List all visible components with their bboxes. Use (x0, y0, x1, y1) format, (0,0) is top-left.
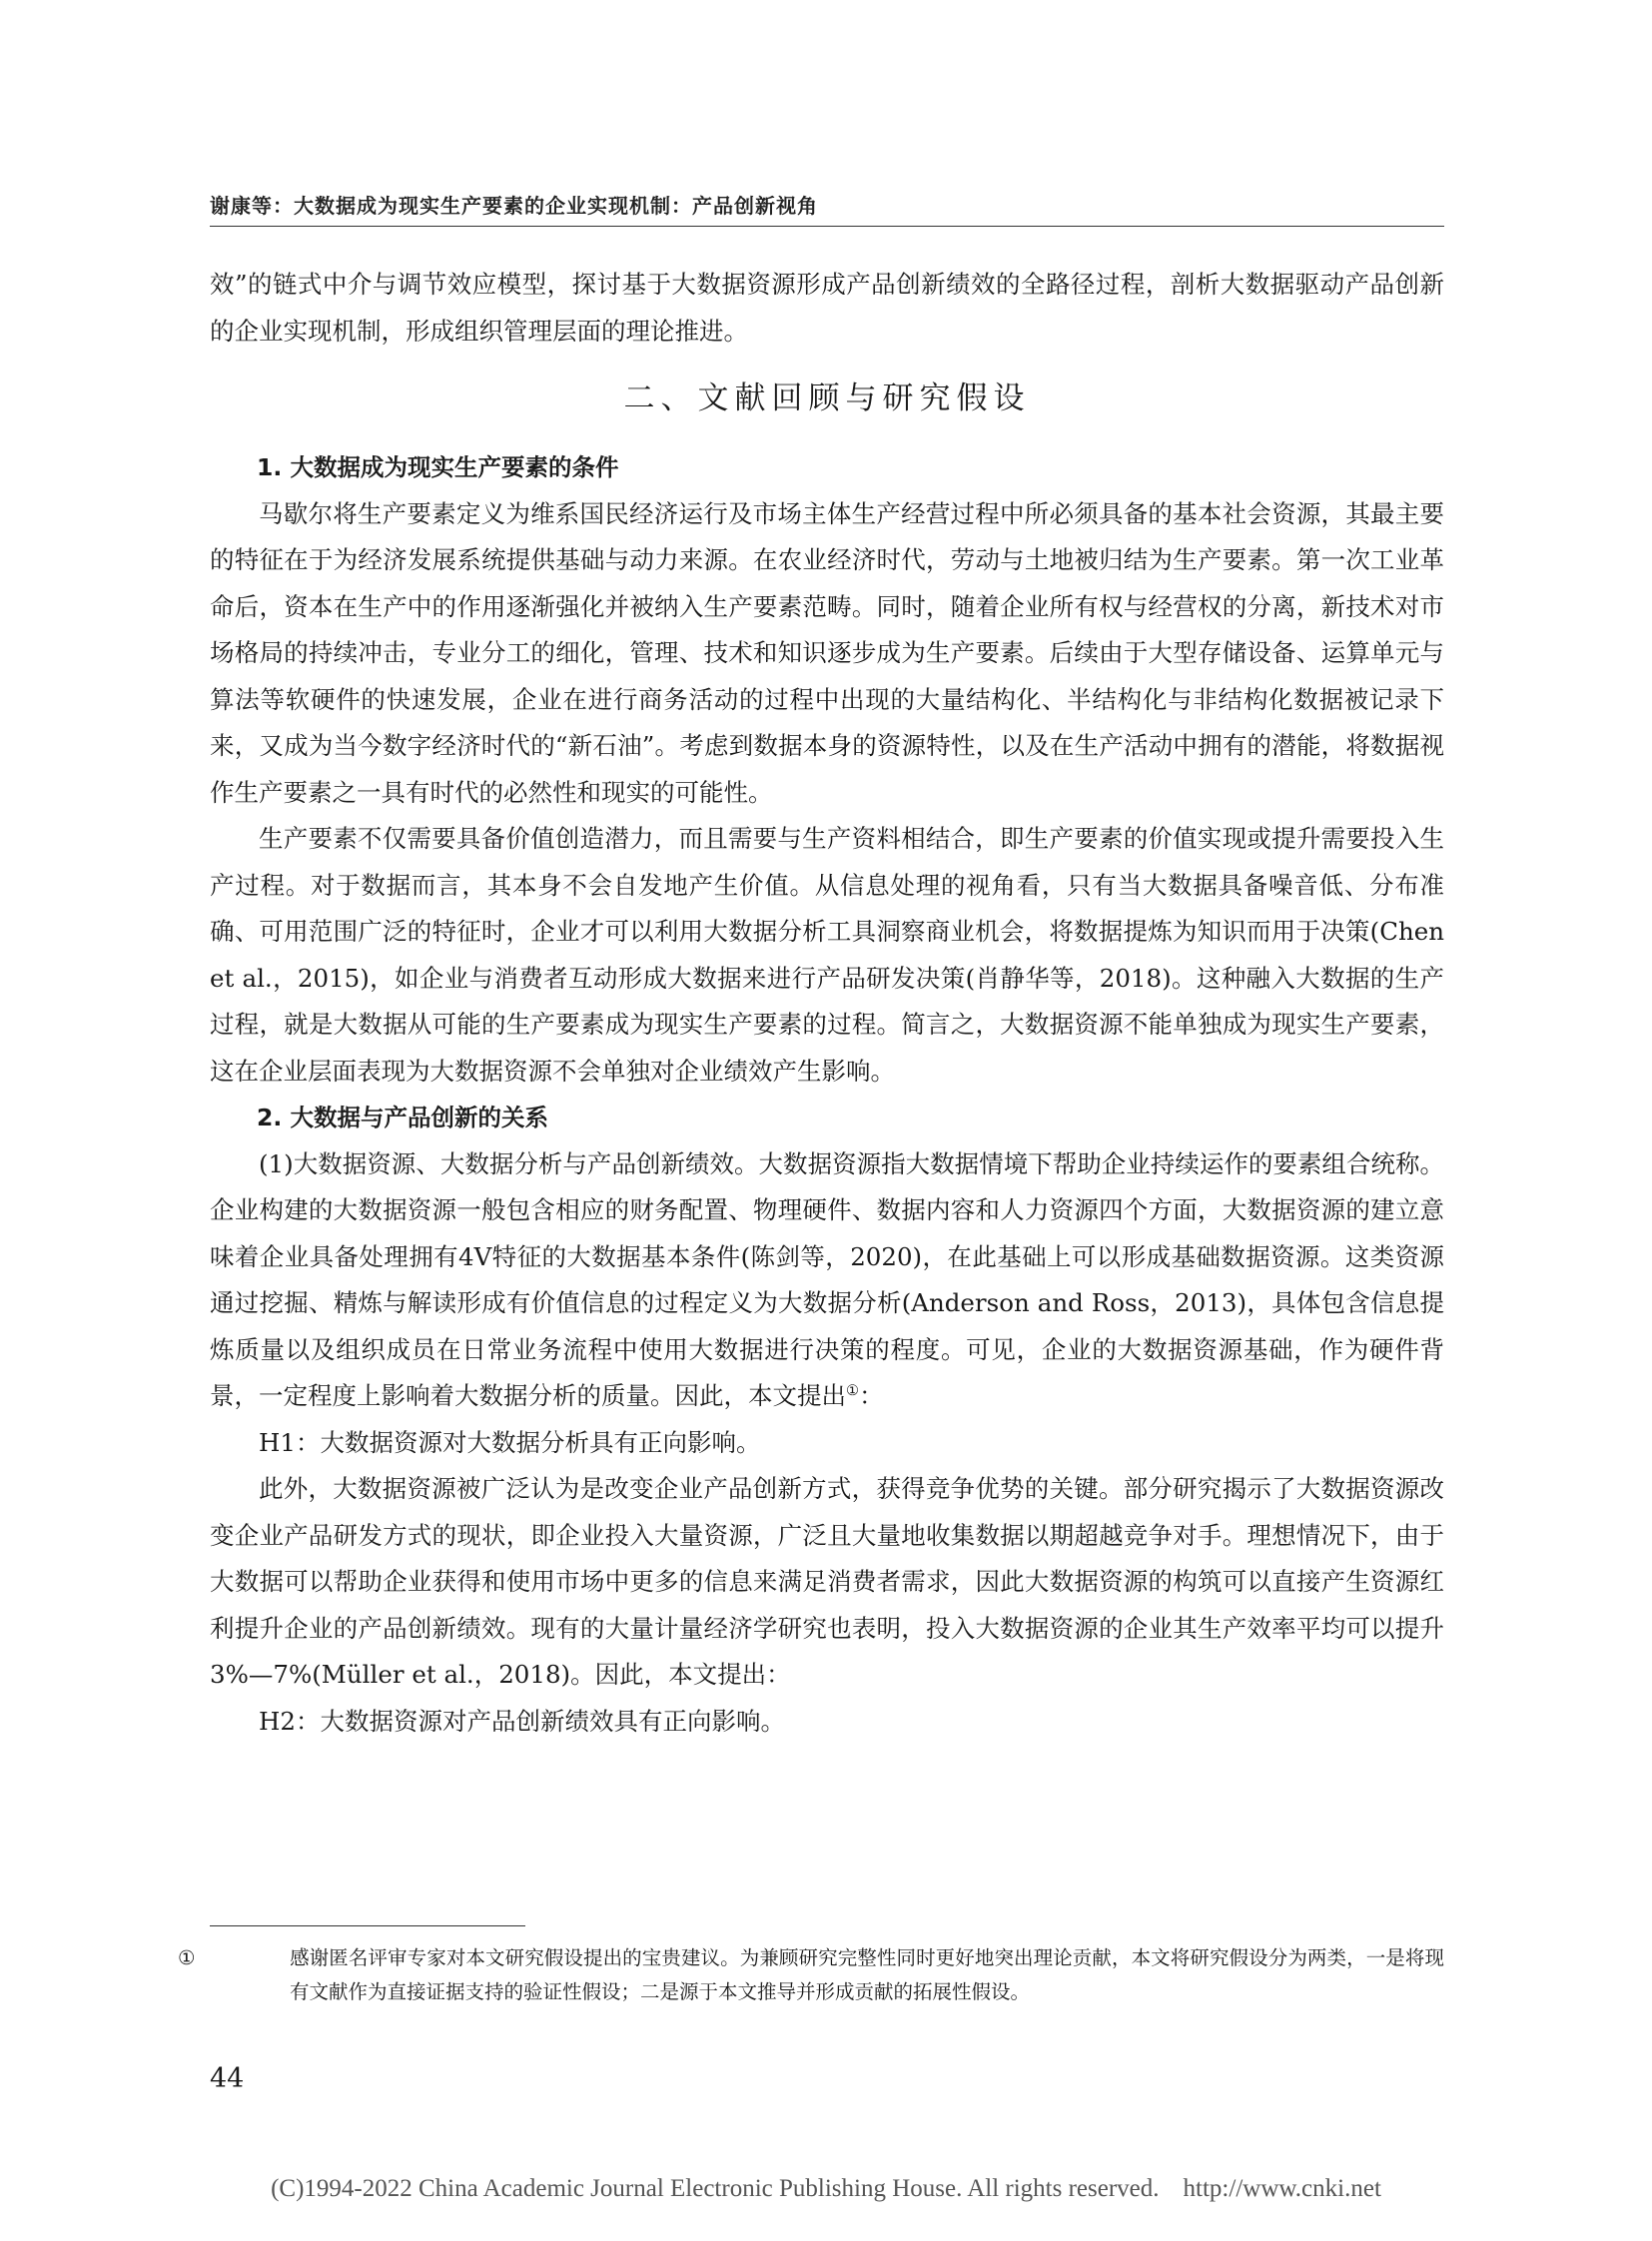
running-header: 谢康等：大数据成为现实生产要素的企业实现机制：产品创新视角 (210, 194, 818, 218)
copyright-text: (C)1994-2022 China Academic Journal Electronic Publishing House. All rights reserved. (271, 2175, 1160, 2202)
paragraph-4: 此外，大数据资源被广泛认为是改变企业产品创新方式，获得竞争优势的关键。部分研究揭示了大数据资源改变企业产品研发方式的现状，即企业投入大量资源，广泛且大量地收集数据以期超越竞争对手。理想情况下，由于大数据可以帮助企业获得和使用市场中更多的信息来满足消费者需求，因此大数据资源的构筑可以直接产生资源红利提升企业的产品创新绩效。现有的大量计量经济学研究也表明，投入大数据资源的企业其生产效率平均可以提升3%—7%(Müller et al.，2018)。因此，本文提出： (210, 1474, 1444, 1689)
cnki-link[interactable]: http://www.cnki.net (1183, 2175, 1381, 2202)
footnote (178, 1941, 1444, 2009)
page-number: 44 (210, 2063, 245, 2094)
paragraph-2: 生产要素不仅需要具备价值创造潜力，而且需要与生产资料相结合，即生产要素的价值实现或提升需要投入生产过程。对于数据而言，其本身不会自发地产生价值。从信息处理的视角看，只有当大数据具备噪音低、分布准确、可用范围广泛的特征时，企业才可以利用大数据分析工具洞察商业机会，将数据提炼为知识而用于决策(Chen et al.，2015)，如企业与消费者互动形成大数据来进行产品研发决策(肖静华等，2018)。这种融入大数据的生产过程，就是大数据从可能的生产要素成为现实生产要素的过程。简言之，大数据资源不能单独成为现实生产要素，这在企业层面表现为大数据资源不会单独对企业绩效产生影响。 (210, 824, 1444, 1086)
intro-paragraph: 效”的链式中介与调节效应模型，探讨基于大数据资源形成产品创新绩效的全路径过程，剖析大数据驱动产品创新的企业实现机制，形成组织管理层面的理论推进。 (210, 270, 1444, 346)
paragraph-1: 马歇尔将生产要素定义为维系国民经济运行及市场主体生产经营过程中所必须具备的基本社会资源，其最主要的特征在于为经济发展系统提供基础与动力来源。在农业经济时代，劳动与土地被归结为生产要素。第一次工业革命后，资本在生产中的作用逐渐强化并被纳入生产要素范畴。同时，随着企业所有权与经营权的分离，新技术对市场格局的持续冲击，专业分工的细化，管理、技术和知识逐步成为生产要素。后续由于大型存储设备、运算单元与算法等软硬件的快速发展，企业在进行商务活动的过程中出现的大量结构化、半结构化与非结构化数据被记录下来，又成为当今数字经济时代的“新石油”。考虑到数据本身的资源特性，以及在生产活动中拥有的潜能，将数据视作生产要素之一具有时代的必然性和现实的可能性。 (210, 498, 1444, 807)
header-divider (210, 226, 1444, 227)
section-title: 二、文献回顾与研究假设 (623, 380, 1031, 416)
footnote-divider (210, 1925, 525, 1926)
paragraph-3-main: (1)大数据资源、大数据分析与产品创新绩效。大数据资源指大数据情境下帮助企业持续运作的要素组合统称。企业构建的大数据资源一般包含相应的财务配置、物理硬件、数据内容和人力资源四个方面，大数据资源的建立意味着企业具备处理拥有4V特征的大数据基本条件(陈剑等，2020)，在此基础上可以形成基础数据资源。这类资源通过挖掘、精炼与解读形成有价值信息的过程定义为大数据分析(Anderson and Ross，2013)，具体包含信息提炼质量以及组织成员在日常业务流程中使用大数据进行决策的程度。可见，企业的大数据资源基础，作为硬件背景，一定程度上影响着大数据分析的质量。因此，本文提出 (210, 1148, 1444, 1410)
hypothesis-h2: H2：大数据资源对产品创新绩效具有正向影响。 (259, 1706, 785, 1736)
subsection-2-title: 2. 大数据与产品创新的关系 (257, 1104, 548, 1131)
subsection-1-title: 1. 大数据成为现实生产要素的条件 (257, 453, 619, 481)
copyright-line (0, 2175, 1652, 2203)
hypothesis-h1: H1：大数据资源对大数据分析具有正向影响。 (259, 1427, 761, 1457)
footnote-reference[interactable]: ① (846, 1381, 860, 1399)
paragraph-3 (210, 1141, 1444, 1420)
footnote-text: 感谢匿名评审专家对本文研究假设提出的宝贵建议。为兼顾研究完整性同时更好地突出理论贡献，本文将研究假设分为两类，一是将现有文献作为直接证据支持的验证性假设；二是源于本文推导并形成贡献的拓展性假设。 (290, 1946, 1444, 2003)
footnote-mark: ① (178, 1946, 196, 1969)
article-body (210, 262, 1444, 1745)
paragraph-3-end: ： (859, 1381, 884, 1410)
